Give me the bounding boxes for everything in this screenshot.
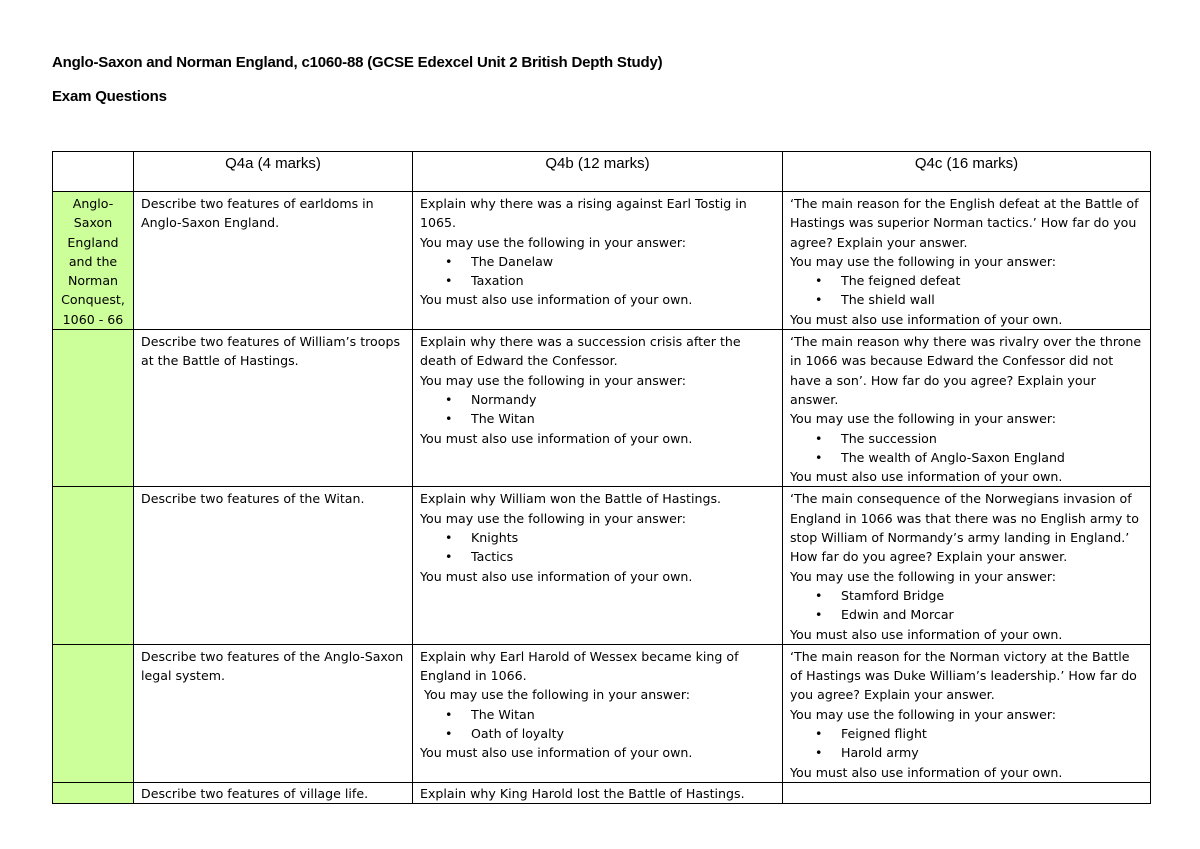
option-text: Feigned flight xyxy=(841,726,927,742)
option-text: The wealth of Anglo-Saxon England xyxy=(841,449,1065,465)
q4b-prompt: You may use the following in your answer: xyxy=(420,372,687,388)
bullet-icon: • xyxy=(815,449,823,465)
bullet-icon: • xyxy=(815,745,823,761)
q4c-footer: You must also use information of your own. xyxy=(790,469,1063,485)
list-item xyxy=(815,586,1143,605)
bullet-icon: • xyxy=(445,549,453,565)
q4c-cell xyxy=(783,782,1151,803)
q4c-cell xyxy=(783,192,1151,330)
q4c-prompt: You may use the following in your answer: xyxy=(790,253,1057,269)
list-item xyxy=(445,390,775,409)
q4c-options-list xyxy=(790,429,1143,468)
q4b-footer: You must also use information of your own. xyxy=(420,292,693,308)
q4b-cell xyxy=(413,192,783,330)
option-text: Normandy xyxy=(471,391,537,407)
q4c-options-list xyxy=(790,271,1143,310)
document-subtitle: Exam Questions xyxy=(52,88,167,105)
option-text: The shield wall xyxy=(841,292,935,308)
header-q4a: Q4a (4 marks) xyxy=(134,152,413,192)
header-row xyxy=(53,152,1151,192)
q4c-prompt: You may use the following in your answer: xyxy=(790,706,1057,722)
document-title: Anglo-Saxon and Norman England, c1060-88 (GCSE Edexcel Unit 2 British Depth Study) xyxy=(52,54,663,71)
bullet-icon: • xyxy=(445,391,453,407)
list-item xyxy=(445,528,775,547)
option-text: The Witan xyxy=(471,411,535,427)
q4c-question: ‘The main reason for the English defeat at the Battle of Hastings was superior Norman tactics.’ How far do you agree? Explain your answer. xyxy=(790,196,1139,250)
option-text: The succession xyxy=(841,430,937,446)
list-item xyxy=(815,605,1143,624)
table-row xyxy=(53,192,1151,330)
option-text: Stamford Bridge xyxy=(841,587,945,603)
q4b-prompt: You may use the following in your answer: xyxy=(420,510,687,526)
option-text: Harold army xyxy=(841,745,919,761)
bullet-icon: • xyxy=(815,587,823,603)
q4a-cell: Describe two features of the Anglo-Saxon legal system. xyxy=(134,644,413,782)
q4c-footer: You must also use information of your own. xyxy=(790,626,1063,642)
bullet-icon: • xyxy=(445,726,453,742)
topic-cell xyxy=(53,330,134,487)
q4c-options-list xyxy=(790,586,1143,625)
q4c-footer: You must also use information of your own. xyxy=(790,311,1063,327)
q4b-cell xyxy=(413,330,783,487)
q4b-footer: You must also use information of your own. xyxy=(420,430,693,446)
q4a-cell: Describe two features of earldoms in Anglo-Saxon England. xyxy=(134,192,413,330)
q4b-options-list xyxy=(420,390,775,429)
q4c-question: ‘The main consequence of the Norwegians invasion of England in 1066 was that there was no English army to stop William of Normandy’s army landing in England.’ How far do you agree? Explain your answer. xyxy=(790,491,1139,565)
q4b-options-list xyxy=(420,528,775,567)
header-q4c: Q4c (16 marks) xyxy=(783,152,1151,192)
option-text: The Witan xyxy=(471,706,535,722)
bullet-icon: • xyxy=(445,411,453,427)
list-item xyxy=(445,705,775,724)
q4c-cell xyxy=(783,330,1151,487)
list-item xyxy=(815,448,1143,467)
option-text: The Danelaw xyxy=(471,253,554,269)
bullet-icon: • xyxy=(815,430,823,446)
table-row xyxy=(53,487,1151,644)
option-text: Tactics xyxy=(471,549,514,565)
bullet-icon: • xyxy=(815,726,823,742)
q4b-footer: You must also use information of your own. xyxy=(420,568,693,584)
bullet-icon: • xyxy=(815,273,823,289)
q4c-prompt: You may use the following in your answer: xyxy=(790,411,1057,427)
q4c-prompt: You may use the following in your answer: xyxy=(790,568,1057,584)
list-item xyxy=(445,547,775,566)
table-row xyxy=(53,330,1151,487)
q4a-cell: Describe two features of the Witan. xyxy=(134,487,413,644)
option-text: Edwin and Morcar xyxy=(841,607,954,623)
list-item xyxy=(815,743,1143,762)
topic-cell xyxy=(53,644,134,782)
q4b-options-list xyxy=(420,252,775,291)
topic-cell xyxy=(53,487,134,644)
header-topic xyxy=(53,152,134,192)
topic-cell xyxy=(53,782,134,803)
table-row xyxy=(53,644,1151,782)
q4c-question: ‘The main reason for the Norman victory at the Battle of Hastings was Duke William’s leadership.’ How far do you agree? Explain your answer. xyxy=(790,648,1137,703)
q4b-options-list xyxy=(420,705,775,744)
q4b-question: Explain why there was a rising against Earl Tostig in 1065. xyxy=(420,196,747,231)
list-item xyxy=(445,409,775,428)
bullet-icon: • xyxy=(445,273,453,289)
header-q4b: Q4b (12 marks) xyxy=(413,152,783,192)
q4c-footer: You must also use information of your own. xyxy=(790,764,1063,780)
q4b-prompt: You may use the following in your answer: xyxy=(420,687,691,703)
q4b-question: Explain why Earl Harold of Wessex became king of England in 1066. xyxy=(420,648,739,684)
option-text: Taxation xyxy=(471,273,524,289)
list-item xyxy=(445,724,775,743)
exam-questions-table xyxy=(52,151,1151,804)
q4b-footer: You must also use information of your own. xyxy=(420,745,693,761)
q4c-question: ‘The main reason why there was rivalry over the throne in 1066 was because Edward the Confessor did not have a son’. How far do you agree? Explain your answer. xyxy=(790,334,1142,407)
list-item xyxy=(815,271,1143,290)
bullet-icon: • xyxy=(815,292,823,308)
bullet-icon: • xyxy=(445,706,453,722)
q4b-prompt: You may use the following in your answer: xyxy=(420,234,687,250)
q4c-cell xyxy=(783,644,1151,782)
q4b-question: Explain why William won the Battle of Hastings. xyxy=(420,491,722,507)
q4c-options-list xyxy=(790,724,1143,763)
list-item xyxy=(815,290,1143,309)
q4b-question: Explain why there was a succession crisis after the death of Edward the Confessor. xyxy=(420,334,741,369)
q4b-cell xyxy=(413,644,783,782)
q4b-cell xyxy=(413,782,783,803)
q4a-cell: Describe two features of village life. xyxy=(134,782,413,803)
list-item xyxy=(445,271,775,290)
option-text: The feigned defeat xyxy=(841,273,961,289)
list-item xyxy=(445,252,775,271)
q4b-cell xyxy=(413,487,783,644)
q4b-question: Explain why King Harold lost the Battle of Hastings. xyxy=(420,785,745,801)
bullet-icon: • xyxy=(445,530,453,546)
q4a-cell: Describe two features of William’s troops at the Battle of Hastings. xyxy=(134,330,413,487)
list-item xyxy=(815,724,1143,743)
topic-cell: Anglo-Saxon England and the Norman Conquest, 1060 - 66 xyxy=(53,192,134,330)
option-text: Oath of loyalty xyxy=(471,726,564,742)
bullet-icon: • xyxy=(815,607,823,623)
list-item xyxy=(815,429,1143,448)
option-text: Knights xyxy=(471,530,519,546)
bullet-icon: • xyxy=(445,253,453,269)
q4c-cell xyxy=(783,487,1151,644)
table-row xyxy=(53,782,1151,803)
